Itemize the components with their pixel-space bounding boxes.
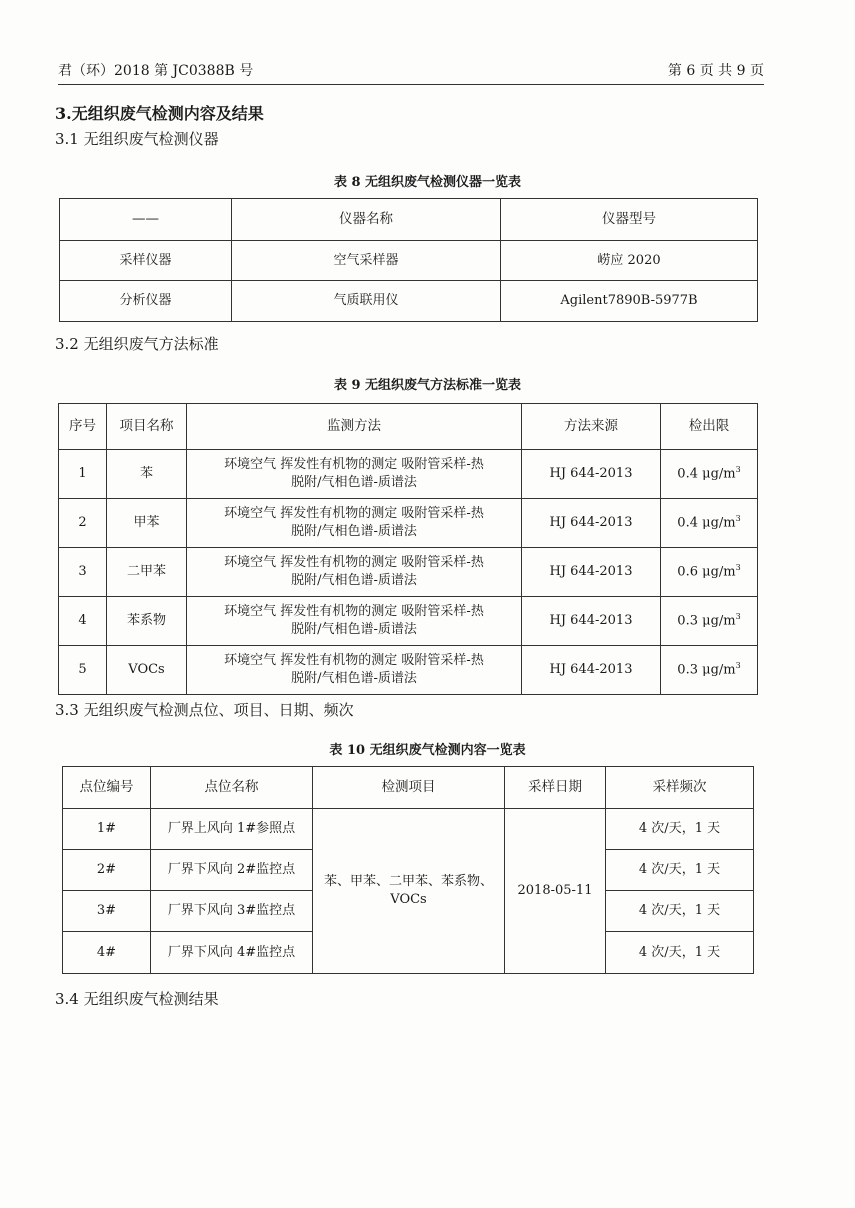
detection-limit <box>661 548 758 597</box>
method-source: HJ 644-2013 <box>522 548 661 597</box>
method-cell <box>187 450 522 499</box>
table-row <box>59 450 758 499</box>
method-source: HJ 644-2013 <box>522 646 661 695</box>
method-cell <box>187 499 522 548</box>
table-cell: 崂应 2020 <box>501 241 758 281</box>
table9-header: 检出限 <box>661 404 758 450</box>
method-line: 环境空气 挥发性有机物的测定 吸附管采样-热 <box>224 555 484 571</box>
unit-exponent: 3 <box>735 612 741 622</box>
table9-header: 方法来源 <box>522 404 661 450</box>
limit-value: 0.6 <box>677 564 698 580</box>
point-id: 3# <box>63 891 151 932</box>
section-3-4-title: 3.4 无组织废气检测结果 <box>55 990 219 1008</box>
limit-value: 0.4 <box>677 515 698 531</box>
method-cell <box>187 597 522 646</box>
table-row <box>60 281 758 322</box>
point-name: 厂界下风向 4#监控点 <box>151 932 313 974</box>
table10-header-row <box>63 767 754 809</box>
row-number: 4 <box>59 597 107 646</box>
test-items-cell <box>313 809 505 974</box>
table8-header: —— <box>60 199 232 241</box>
limit-unit: μg/m <box>702 662 736 678</box>
method-line: 环境空气 挥发性有机物的测定 吸附管采样-热 <box>224 604 484 620</box>
table-row <box>59 646 758 695</box>
method-line: 脱附/气相色谱-质谱法 <box>291 475 417 490</box>
table10-header: 点位名称 <box>151 767 313 809</box>
table10 <box>62 766 754 974</box>
table9-caption: 表 9 无组织废气方法标准一览表 <box>333 378 522 393</box>
page-number: 第 6 页 共 9 页 <box>667 63 764 79</box>
unit-exponent: 3 <box>735 465 741 475</box>
item-name: 二甲苯 <box>107 548 187 597</box>
method-source: HJ 644-2013 <box>522 597 661 646</box>
method-line: 脱附/气相色谱-质谱法 <box>291 671 417 686</box>
table-cell: 空气采样器 <box>232 241 501 281</box>
item-name: VOCs <box>107 646 187 695</box>
sampling-date: 2018-05-11 <box>505 809 606 974</box>
item-name: 苯系物 <box>107 597 187 646</box>
table9-header: 项目名称 <box>107 404 187 450</box>
table10-header: 检测项目 <box>313 767 505 809</box>
limit-unit: μg/m <box>702 515 736 531</box>
point-id: 2# <box>63 850 151 891</box>
method-line: 脱附/气相色谱-质谱法 <box>291 524 417 539</box>
method-line: 脱附/气相色谱-质谱法 <box>291 622 417 637</box>
table9-header-row <box>59 404 758 450</box>
table-row <box>63 809 754 850</box>
limit-unit: μg/m <box>702 466 736 482</box>
item-name: 苯 <box>107 450 187 499</box>
point-name: 厂界下风向 2#监控点 <box>151 850 313 891</box>
method-cell <box>187 548 522 597</box>
table-row <box>59 499 758 548</box>
unit-exponent: 3 <box>735 514 741 524</box>
item-name: 甲苯 <box>107 499 187 548</box>
report-number: 君（环）2018 第 JC0388B 号 <box>58 63 254 79</box>
table-cell: 分析仪器 <box>60 281 232 322</box>
section-3-1-title: 3.1 无组织废气检测仪器 <box>55 130 219 148</box>
detection-limit <box>661 597 758 646</box>
row-number: 1 <box>59 450 107 499</box>
sampling-frequency: 4 次/天，1 天 <box>606 932 754 974</box>
section-title: 3.无组织废气检测内容及结果 <box>55 104 264 123</box>
table-cell: 采样仪器 <box>60 241 232 281</box>
row-number: 2 <box>59 499 107 548</box>
unit-exponent: 3 <box>735 661 741 671</box>
table-row <box>59 597 758 646</box>
detection-limit <box>661 499 758 548</box>
method-source: HJ 644-2013 <box>522 499 661 548</box>
table9-header: 监测方法 <box>187 404 522 450</box>
limit-value: 0.3 <box>677 613 698 629</box>
sampling-frequency: 4 次/天，1 天 <box>606 850 754 891</box>
point-id: 1# <box>63 809 151 850</box>
method-line: 脱附/气相色谱-质谱法 <box>291 573 417 588</box>
table8-header: 仪器名称 <box>232 199 501 241</box>
table10-caption: 表 10 无组织废气检测内容一览表 <box>329 743 526 758</box>
row-number: 5 <box>59 646 107 695</box>
method-line: 环境空气 挥发性有机物的测定 吸附管采样-热 <box>224 653 484 669</box>
table10-header: 采样日期 <box>505 767 606 809</box>
point-name: 厂界上风向 1#参照点 <box>151 809 313 850</box>
table-cell: Agilent7890B-5977B <box>501 281 758 322</box>
method-source: HJ 644-2013 <box>522 450 661 499</box>
limit-value: 0.4 <box>677 466 698 482</box>
detection-limit <box>661 646 758 695</box>
table10-header: 点位编号 <box>63 767 151 809</box>
test-items-line: 苯、甲苯、二甲苯、苯系物、 <box>323 874 493 890</box>
page-header <box>58 58 764 85</box>
row-number: 3 <box>59 548 107 597</box>
point-id: 4# <box>63 932 151 974</box>
method-line: 环境空气 挥发性有机物的测定 吸附管采样-热 <box>224 506 484 522</box>
sampling-frequency: 4 次/天，1 天 <box>606 809 754 850</box>
method-line: 环境空气 挥发性有机物的测定 吸附管采样-热 <box>224 457 484 473</box>
table-row <box>59 548 758 597</box>
limit-unit: μg/m <box>702 564 736 580</box>
section-3-2-title: 3.2 无组织废气方法标准 <box>55 335 219 353</box>
test-items-line: VOCs <box>390 892 427 907</box>
table8-caption: 表 8 无组织废气检测仪器一览表 <box>333 175 522 190</box>
table8-header-row <box>60 199 758 241</box>
method-cell <box>187 646 522 695</box>
table10-header: 采样频次 <box>606 767 754 809</box>
table9-header: 序号 <box>59 404 107 450</box>
limit-value: 0.3 <box>677 662 698 678</box>
table8 <box>59 198 758 322</box>
limit-unit: μg/m <box>702 613 736 629</box>
table-cell: 气质联用仪 <box>232 281 501 322</box>
section-3-3-title: 3.3 无组织废气检测点位、项目、日期、频次 <box>55 701 354 719</box>
table8-header: 仪器型号 <box>501 199 758 241</box>
table9 <box>58 403 758 695</box>
sampling-frequency: 4 次/天，1 天 <box>606 891 754 932</box>
table-row <box>60 241 758 281</box>
unit-exponent: 3 <box>735 563 741 573</box>
point-name: 厂界下风向 3#监控点 <box>151 891 313 932</box>
detection-limit <box>661 450 758 499</box>
